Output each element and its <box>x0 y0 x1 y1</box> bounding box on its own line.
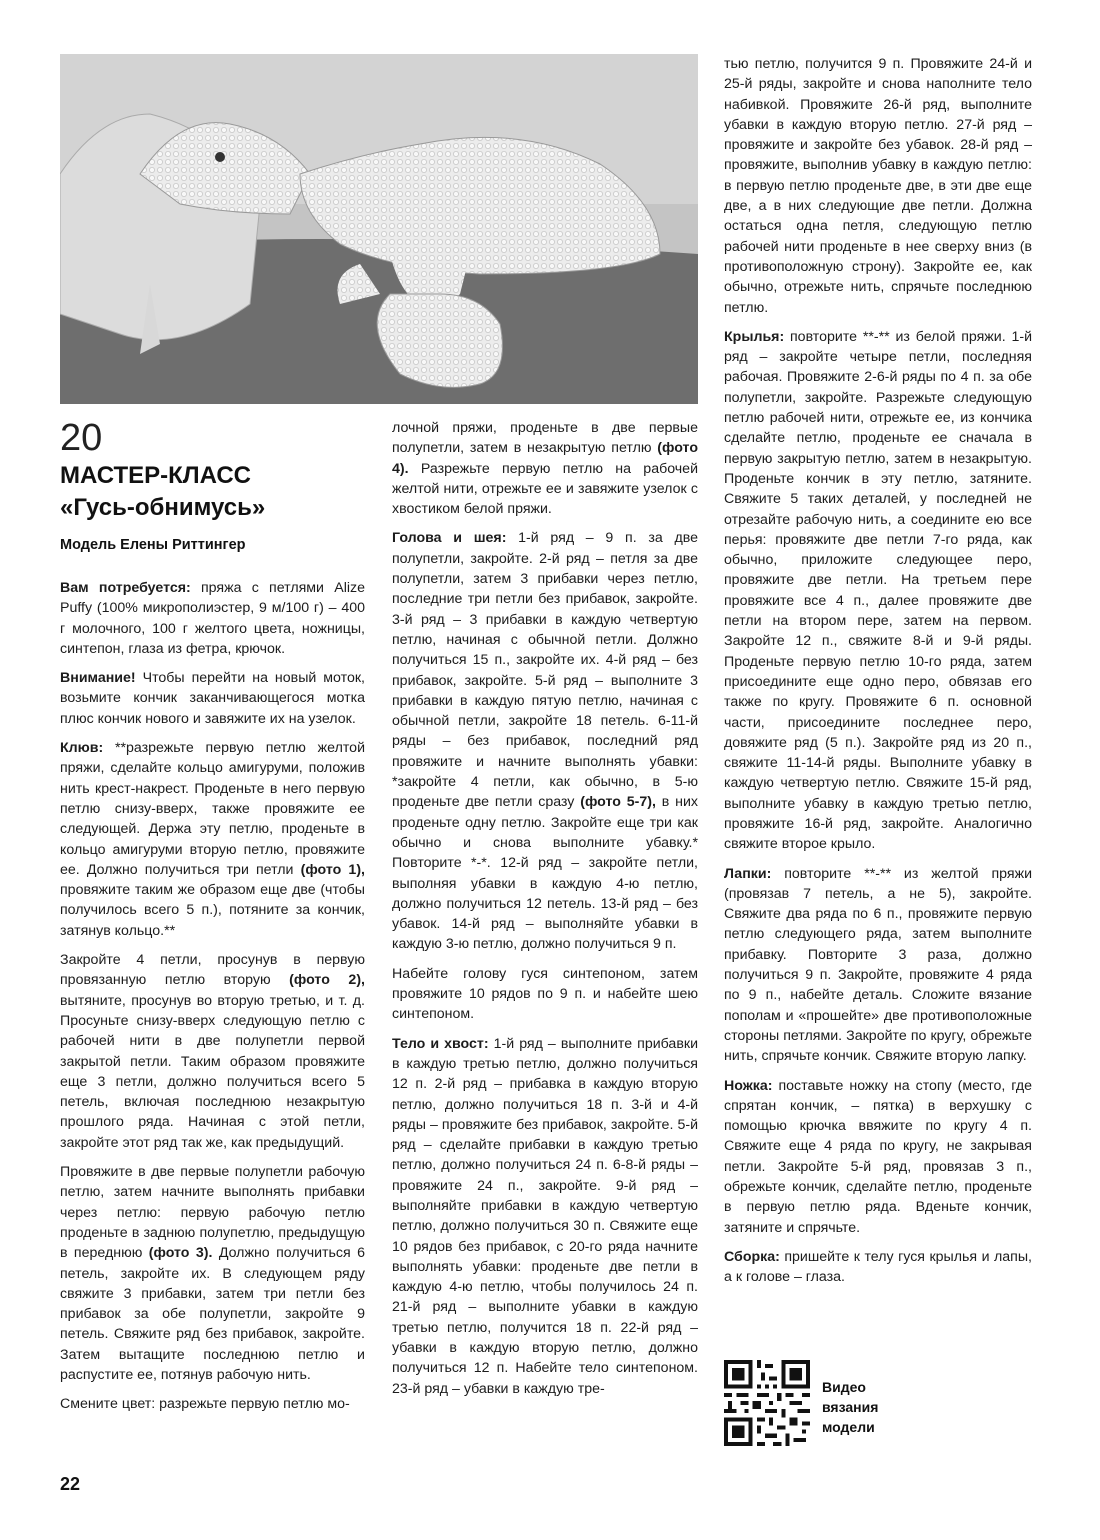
paragraph: лочной пряжи, проденьте в две первые полупетли, затем в незакрытую петлю (фото 4). Разрежьте первую петлю на рабочей желтой нити, отрежьте ее и завяжите узелок с хвостиком белой пряжи. <box>392 420 698 518</box>
paragraph: Закройте 4 петли, просунув в первую провязанную петлю вторую (фото 2), вытяните, просунув во вторую третью, и т. д. Просуньте снизу-вверх следующую петлю с рабочей нити в две полупетли первой закрытой петли. Таким образом провяжите еще 3 петли, должно получиться всего 5 петель, включая последнюю незакрытую прошлого ряда. Начиная с этой петли, закройте этот ряд так же, как предыдущий. <box>60 952 365 1151</box>
paragraph: Вам потребуется: пряжа с петлями Alize Puffy (100% микрополиэстер, 9 м/100 г) – 400 г молочного, 100 г желтого цвета, ножницы, синтепон, глаза из фетра, крючок. <box>60 580 365 657</box>
paragraph: Тело и хвост: 1-й ряд – выполните прибавки в каждую третью петлю, должно получиться 12 п. 2-й ряд – прибавка в каждую вторую петлю, должно получиться 18 п. 3-й и 4-й ряды – провяжите без прибавок, закройте. 5-й ряд – сделайте прибавки в каждую третью петлю, должно получиться 24 п. 6-8-й ряды – провяжите 24 п., закройте. 9-й ряд – выполняйте прибавки в каждую четвертую петлю, должно получиться 30 п. Свяжите еще 10 рядов без прибавок, с 20-го ряда начните выполнять убавки: проденьте две петли в каждую 4-ю петлю, чтобы получилось 24 п. 21-й ряд – выполните убавки в каждую третью петлю, получится 18 п. 22-й ряд – убавки в каждую вторую петлю, должно получиться 12 п. Набейте тело синтепоном. 23-й ряд – убавки в каждую тре- <box>392 1035 698 1397</box>
article-title <box>60 460 360 524</box>
article-number: 20 <box>60 417 103 459</box>
title-line-2: «Гусь-обнимусь» <box>60 494 266 521</box>
paragraph: Крылья: повторите **-** из белой пряжи. 1-й ряд – закройте четыре петли, последняя рабочая. Провяжите 2-6-й ряды по 4 п. за обе полупетли, закройте. Разрежьте следующую петлю рабочей нити, отрежьте ее, из кончика сделайте петлю, проденьте ее сначала в первую закрытую петлю, затем в незакрытую. Проденьте кончик в эту петлю, затяните. Свяжите 5 таких деталей, у последней не отрезайте рабочую нить, а соедините ею все перья: провяжите две петли 7-го ряда, как обычно, приложите следующее перо, провяжите две петли. На третьем пере провяжите все 4 п., далее провяжите две петли на втором пере, затем на первом. Закройте 12 п., свяжите 8-й и 9-й ряды. Проденьте первую петлю 10-го ряда, затем присоедините еще одно перо, обвязав его также по кругу. Провяжите 6 п. основной части, присоедините последнее перо, довяжите ряд (5 п.). Закройте ряд из 20 п., свяжите 11-14-й ряды. Выполните убавку в каждую четвертую петлю. Свяжите 15-й ряд, выполните убавку в каждую третью петлю, провяжите 16-й ряд, закройте. Аналогично свяжите второе крыло. <box>724 328 1032 853</box>
goose-photo <box>60 54 698 404</box>
column-2 <box>392 418 698 1408</box>
paragraph: Клюв: **разрежьте первую петлю желтой пряжи, сделайте кольцо амигуруми, положив нить крест-накрест. Проденьте в него первую петлю снизу-вверх, также провяжите ее следующей. Держа эту петлю, проденьте в кольцо амигуруми вторую петлю, провяжите ее. Должно получиться три петли (фото 1), провяжите таким же образом еще две (чтобы получилось всего 5 п.), потяните за кончик, затянув кольцо.** <box>60 740 365 939</box>
column-1 <box>60 578 365 1424</box>
paragraph: Набейте голову гуся синтепоном, затем провяжите 10 рядов по 9 п. и набейте шею синтепоном. <box>392 965 698 1023</box>
column-3 <box>724 54 1032 1297</box>
paragraph: Голова и шея: 1-й ряд – 9 п. за две полупетли, закройте. 2-й ряд – петля за две полупетли, затем 3 прибавки через петлю, последние три петли без прибавок, закройте. 3-й ряд – 3 прибавки в каждую четвертую петлю, начиная с обычной петли. Должно получиться 15 п., закройте их. 4-й ряд – без прибавок, закройте. 5-й ряд – выполните 3 прибавки в каждую пятую петлю, начиная с обычной петли, закройте 18 петель. 6-11-й ряды – без прибавок, последний ряд провяжите и начните выполнять убавки: *закройте 4 петли, как обычно, в 5-ю проденьте две петли сразу (фото 5-7), в них проденьте одну петлю. Закройте еще три как обычно и снова выполните убавку.* Повторите *-*. 12-й ряд – закройте петли, выполняя убавки в каждую 4-ю петлю, должно получиться 12 петель. 13-й ряд – без убавок. 14-й ряд – выполняйте убавки в каждую 3-ю петлю, должно получиться 9 п. <box>392 530 699 953</box>
qr-caption-line: модели <box>822 1419 875 1435</box>
paragraph: Провяжите в две первые полупетли рабочую петлю, затем начните выполнять прибавки через петлю: первую рабочую петлю проденьте в заднюю полупетлю, предыдущую в переднюю (фото 3). Должно получиться 6 петель, закройте их. В следующем ряду свяжите 3 прибавки, затем три петли без прибавок за обе полупетли, закройте 9 петель. Свяжите ряд без прибавок, закройте. Затем вытащите последнюю петлю и распустите ее, потянув рабочую нить. <box>60 1164 365 1383</box>
paragraph: Смените цвет: разрежьте первую петлю мо- <box>60 1396 350 1413</box>
paragraph: Лапки: повторите **-** из желтой пряжи (провязав 7 петель, а не 5), закройте. Свяжите два ряда по 6 п., провяжите первую петлю следующего ряда, затем выполните прибавку. Повторите 3 раза, должно получиться 9 п. Закройте, провяжите 4 ряда по 9 п., набейте деталь. Сложите вязание пополам и «прошейте» две противоположные стороны петлями. Закройте по кругу, обрежьте нить, спрячьте кончик. Свяжите вторую лапку. <box>724 865 1032 1065</box>
qr-caption-line: Видео <box>822 1379 866 1395</box>
author-byline: Модель Елены Риттингер <box>60 537 246 553</box>
qr-caption <box>822 1377 878 1437</box>
qr-caption-line: вязания <box>822 1399 879 1415</box>
paragraph: Внимание! Чтобы перейти на новый моток, возьмите кончик заканчивающегося мотка плюс кончик нового и завяжите их на узелок. <box>60 670 365 727</box>
paragraph: Ножка: поставьте ножку на стопу (место, где спрятан кончик, – пятка) в верхушку с помощью крючка ввяжите по кругу 4 п. Свяжите еще 4 ряда по кругу, не закрывая петли. Закройте 5-й ряд, провязав 3 п., обрежьте кончик, сделайте петлю, проденьте в первую петлю ряда. Вденьте кончик, затяните и спрячьте. <box>724 1077 1032 1236</box>
title-line-1: МАСТЕР-КЛАСС <box>60 462 252 489</box>
paragraph: тью петлю, получится 9 п. Провяжите 24-й и 25-й ряды, закройте и снова наполните тело набивкой. Провяжите 26-й ряд, выполните убавки в каждую вторую петлю. 27-й ряд – провяжите и закройте без убавок. 28-й ряд – провяжите, выполнив убавку в каждую петлю: в первую петлю проденьте две, в эти две еще две, а в них следующие две петли. Должна остаться одна петля, следующую петлю рабочей нити проденьте в нее сверху вниз (в противоположную строну). Закройте ее, как обычно, отрежьте нить, спрячьте последнюю петлю. <box>724 56 1032 316</box>
qr-code[interactable] <box>724 1360 810 1446</box>
page-number: 22 <box>60 1474 81 1494</box>
paragraph: Сборка: пришейте к телу гуся крылья и лапы, а к голове – глаза. <box>724 1248 1032 1286</box>
